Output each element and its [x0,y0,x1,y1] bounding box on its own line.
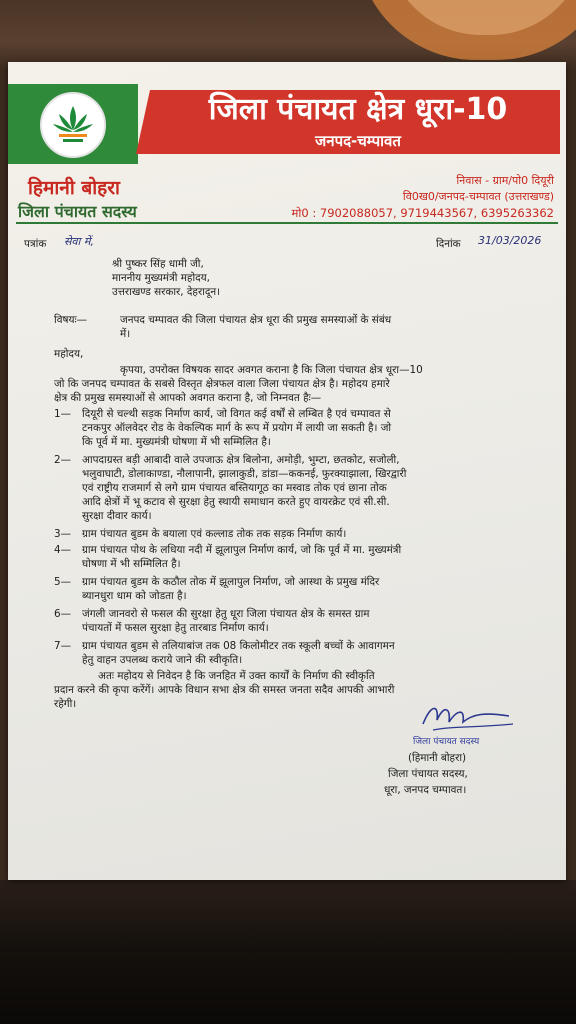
item-line: ब्यानधुरा धाम को जोडता है। [82,590,187,602]
item-line: ग्राम पंचायत बुडम के कठौल तोक में झूलापुल निर्माण, जो आस्था के प्रमुख मंदिर [82,576,380,588]
closing-line: रहेगी। [54,698,77,710]
item-line: ग्राम पंचायत बुडम से तलियाबांज तक 08 किलोमीटर तक स्कूली बच्चों के आवागमन [82,640,395,652]
item-number: 6— [54,608,72,620]
letter-paper [8,62,566,880]
item-line: पंचायतों में फसल सुरक्षा हेतु तारबाड निर्माण कार्य। [82,622,269,634]
item-number: 7— [54,640,72,652]
signatory-role: जिला पंचायत सदस्य, [388,768,468,780]
item-line: ग्राम पंचायत बुडम के बयाला एवं कल्लाड तोक तक सड़क निर्माण कार्य। [82,528,347,540]
intro-line: कृपया, उपरोक्त विषयक सादर अवगत कराना है कि जिला पंचायत क्षेत्र धूरा—10 [120,364,423,376]
item-number: 4— [54,544,72,556]
address-line-2: वि0ख0/जनपद-चम्पावत (उत्तराखण्ड) [402,190,554,203]
item-line: घोषणा में भी सम्मिलित है। [82,558,181,570]
recipient-line: श्री पुष्कर सिंह धामी जी, [112,258,204,270]
date-value: 31/03/2026 [478,234,542,247]
item-line: जंगली जानवरो से फसल की सुरक्षा हेतु धूरा जिला पंचायत क्षेत्र के समस्त ग्राम [82,608,370,620]
recipient-line: माननीय मुख्यमंत्री महोदय, [112,272,210,284]
sender-role: जिला पंचायत सदस्य [18,202,137,221]
handwritten-signature [413,696,523,736]
intro-line: जो कि जनपद चम्पावत के सबसे विस्तृत क्षेत्रफल वाला जिला पंचायत क्षेत्र है। महोदय हमारे [54,378,390,390]
letterhead-subtitle: जनपद-चम्पावत [315,132,401,150]
item-line: एवं राष्ट्रीय राजमार्ग से लगे ग्राम पंचायत बस्तियागूठ का मस्वाड तोक एवं छाना तोक [82,482,387,494]
table-surface-dark [0,880,576,1024]
item-number: 2— [54,454,72,466]
item-line: दियूरी से चल्थी सड़क निर्माण कार्य, जो विगत कई वर्षों से लम्बित है एवं चम्पावत से [82,408,391,420]
recipient-line: उत्तराखण्ड सरकार, देहरादून। [112,286,221,298]
item-line: सुरक्षा दीवार कार्य। [82,510,152,522]
patrank-label: पत्रांक [24,238,47,250]
header-divider [16,222,558,224]
item-number: 1— [54,408,72,420]
item-number: 5— [54,576,72,588]
item-line: आपदाग्रस्त बड़ी आबादी वाले उपजाऊ क्षेत्र बिलोना, अमोड़ी, भुम्टा, छतकोट, सजोली, [82,454,400,466]
address-line-1: निवास - ग्राम/पो0 दियूरी [456,174,554,187]
item-line: कि पूर्व में मा. मुख्यमंत्री घोषणा में भी सम्मिलित है। [82,436,271,448]
letterhead-title: जिला पंचायत क्षेत्र धूरा-10 [208,92,508,127]
item-line: भलुवाघाटी, डोलाकाण्डा, नौलापानी, झालाकुडी, डांडा—ककनई, फुरक्याझाला, खिरद्वारी [82,468,407,480]
item-number: 3— [54,528,72,540]
item-line: ग्राम पंचायत पोथ के लधिया नदी में झूलापुल निर्माण कार्य, जो कि पूर्व में मा. मुख्यमंत्री [82,544,402,556]
item-line: टनकपुर ऑलवेदर रोड के वेकल्पिक मार्ग के रूप में प्रयोग में लायी जा सकती है। जो [82,422,392,434]
official-stamp-text: जिला पंचायत सदस्य [413,737,480,747]
phone-numbers: मो0 : 7902088057, 9719443567, 6395263362 [291,206,554,220]
salutation: महोदय, [54,348,84,360]
subject-label: विषयः— [54,314,87,326]
subject-text: में। [120,328,131,340]
signatory-name: (हिमानी बोहरा) [408,752,467,764]
closing-line: प्रदान करने की कृपा करेंगें। आपके विधान सभा क्षेत्र की समस्त जनता सदैव आपकी आभारी [54,684,395,696]
letterhead-banner [8,84,566,164]
date-label: दिनांक [436,238,461,250]
patrank-value: सेवा में, [64,235,94,248]
sender-name: हिमानी बोहरा [28,177,120,199]
intro-line: क्षेत्र की प्रमुख समस्याओं से आपको अवगत कराना है, जो निम्नवत हैः— [54,392,322,404]
item-line: आदि क्षेत्रों में भू कटाव से सुरक्षा हेतु स्थायी समाधान करते हुए वायरक्रेट एवं सी.सी. [82,496,390,508]
item-line: हेतु वाहन उपलब्ध कराये जाने की स्वीकृति। [82,654,243,666]
closing-line: अतः महोदय से निवेदन है कि जनहित में उक्त कार्यों के निर्माण की स्वीकृति [98,670,375,682]
lotus-logo-icon [40,92,106,158]
subject-text: जनपद चम्पावत की जिला पंचायत क्षेत्र धूरा की प्रमुख समस्याओं के संबंध [120,314,392,326]
signatory-place: धूरा, जनपद चम्पावत। [384,784,467,796]
